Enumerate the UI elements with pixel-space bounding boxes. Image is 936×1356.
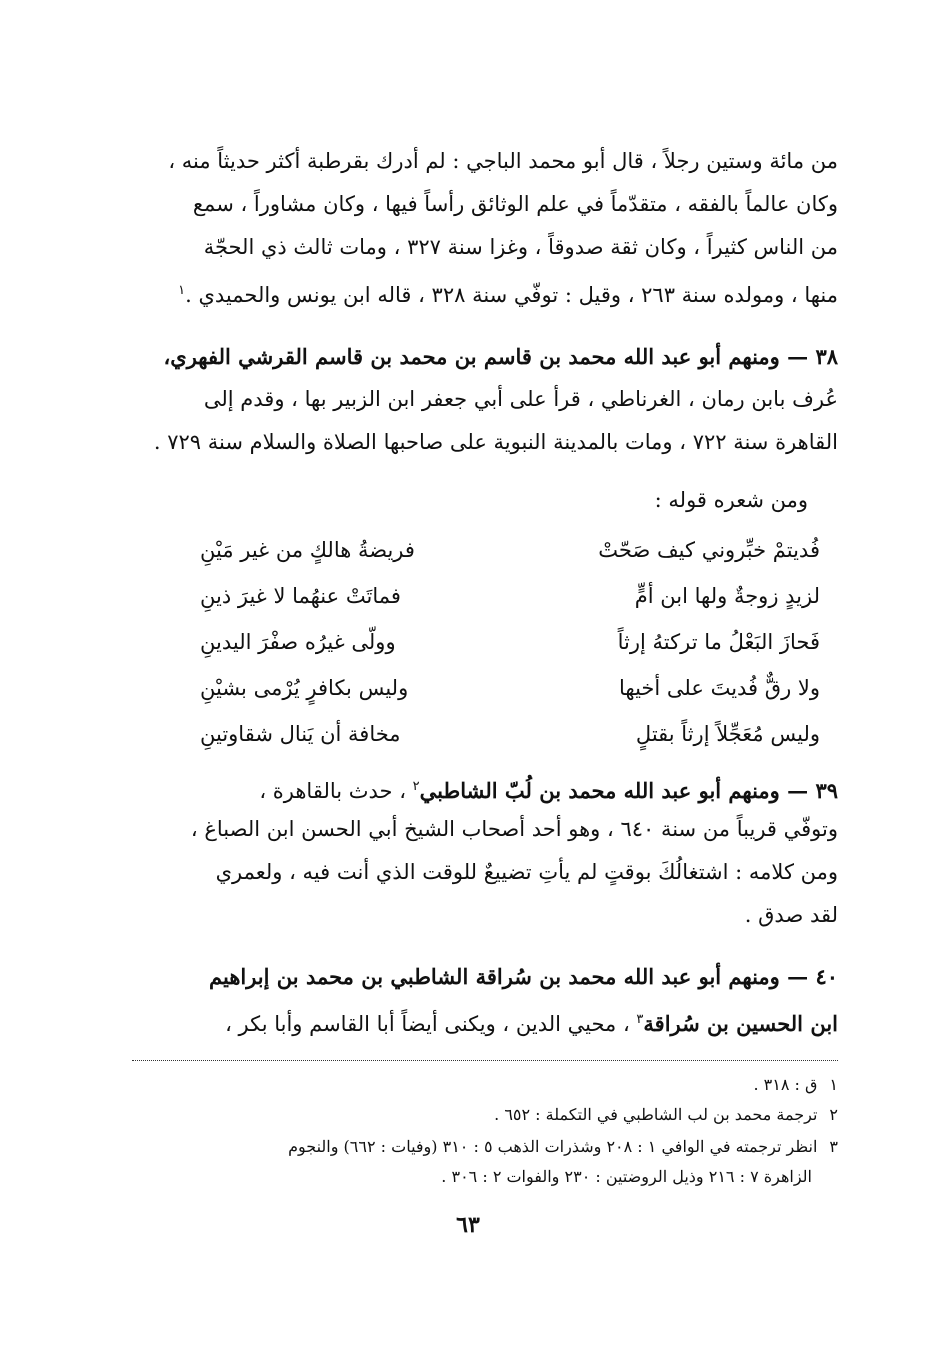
- verse-second-hemistich: وولّى غيرُه صفْرَ اليدينِ: [200, 630, 396, 654]
- footnote-ref: ١: [178, 283, 186, 298]
- verse-first-hemistich: فُديتمْ خبِّروني كيف صَحّتْ: [598, 538, 820, 562]
- text-line: لقد صدق .: [744, 903, 838, 927]
- verse-intro: ومن شعره قوله :: [654, 488, 808, 512]
- footnote: [753, 1070, 838, 1100]
- entry-heading-text: ٣٨ — ومنهم أبو عبد الله محمد بن قاسم بن محمد بن قاسم القرشي الفهري،: [163, 344, 838, 369]
- text-line: عُرف بابن رمان ، الغرناطي ، قرأ على أبي جعفر ابن الزبير بها ، وقدم إلى: [203, 387, 838, 411]
- entry-40: [132, 955, 838, 1041]
- verse-line: [200, 574, 820, 618]
- verse-first-hemistich: فَحازَ البَعْلُ ما تركتهُ إرثاً: [617, 630, 820, 654]
- verse-first-hemistich: لزيدٍ زوجةٌ ولها ابن أمٍّ: [634, 584, 820, 608]
- text-line: وتوفّي قريباً من سنة ٦٤٠ ، وهو أحد أصحاب الشيخ أبي الحسن ابن الصباغ ،: [190, 817, 838, 841]
- entry-heading: [132, 765, 838, 808]
- footnote: [288, 1132, 838, 1162]
- footnote-number: ١: [829, 1075, 838, 1094]
- verse-line: [200, 712, 820, 756]
- footnote-ref: ٣: [636, 1012, 644, 1027]
- text-line-content: ، محيي الدين ، ويكنى أيضاً أبا القاسم وأبا بكر ،: [225, 1012, 637, 1036]
- footnote-text: انظر ترجمته في الوافي ١ : ٢٠٨ وشذرات الذهب ٥ : ٣١٠ (وفيات : ٦٦٢) والنجوم: [288, 1137, 818, 1156]
- footnote-divider: [132, 1060, 838, 1061]
- verse-second-hemistich: مخافة أن يَنال شقاوتينِ: [200, 722, 401, 746]
- text-line: [132, 269, 838, 312]
- footnote-continuation: الزاهرة ٧ : ٢١٦ وذيل الروضتين : ٢٣٠ والفوات ٢ : ٣٠٦ .: [441, 1167, 812, 1186]
- footnote-text: ق : ٣١٨ .: [753, 1075, 818, 1094]
- verse-second-hemistich: فريضةُ هالكٍ من غير مَيْنِ: [200, 538, 415, 562]
- entry-heading: [132, 955, 838, 998]
- entry-heading-text: ابن الحسين بن سُراقة: [643, 1011, 838, 1036]
- footnote-ref: ٢: [412, 779, 420, 794]
- text-line: ومن كلامه : اشتغالُكَ بوقتٍ لم يأتِ تضييعٌ للوقت الذي أنت فيه ، ولعمري: [215, 860, 838, 884]
- entry-39: [132, 765, 838, 937]
- footnote-number: ٣: [829, 1137, 838, 1156]
- verse-first-hemistich: وليس مُعَجِّلاً إرثاً بقتلٍ: [635, 722, 820, 746]
- text-line: من مائة وستين رجلاً ، قال أبو محمد الباجي : لم أدرك بقرطبة أكثر حديثاً منه ،: [168, 149, 838, 173]
- footnote-number: ٢: [829, 1105, 838, 1124]
- text-line: من الناس كثيراً ، وكان ثقة صدوقاً ، وغزا سنة ٣٢٧ ، ومات ثالث ذي الحجّة: [203, 235, 838, 259]
- paragraph-1: [132, 140, 838, 312]
- text-line: القاهرة سنة ٧٢٢ ، ومات بالمدينة النبوية على صاحبها الصلاة والسلام سنة ٧٢٩ .: [153, 430, 838, 454]
- verse-line: [200, 528, 820, 572]
- verse-second-hemistich: وليس بكافرٍ يُرْمى بشيْنِ: [200, 676, 409, 700]
- verse-second-hemistich: فماتَتْ عنهُما لا غيرَ ذينِ: [200, 584, 401, 608]
- entry-heading-text: ٤٠ — ومنهم أبو عبد الله محمد بن سُراقة الشاطبي بن محمد بن إبراهيم: [209, 964, 838, 989]
- verse-line: [200, 666, 820, 710]
- entry-38: [132, 335, 838, 464]
- verse-line: [200, 620, 820, 664]
- footnote: [494, 1100, 838, 1130]
- text-line: [132, 998, 838, 1041]
- entry-heading-text: ٣٩ — ومنهم أبو عبد الله محمد بن لُبّ الشاطبي: [419, 778, 838, 803]
- page-number: ٦٣: [456, 1212, 480, 1238]
- text-line: وكان عالماً بالفقه ، متقدّماً في علم الوثائق رأساً فيها ، وكان مشاوراً ، سمع: [192, 192, 838, 216]
- entry-heading: [132, 335, 838, 378]
- footnote-text: ترجمة محمد بن لب الشاطبي في التكملة : ٦٥٢ .: [494, 1105, 818, 1124]
- text-line-content: منها ، ومولده سنة ٢٦٣ ، وقيل : توفّي سنة ٣٢٨ ، قاله ابن يونس والحميدي .: [185, 283, 838, 307]
- verse-first-hemistich: ولا رقٌّ فُديتَ على أخيها: [619, 676, 820, 700]
- entry-heading-rest: ، حدث بالقاهرة ،: [259, 779, 413, 803]
